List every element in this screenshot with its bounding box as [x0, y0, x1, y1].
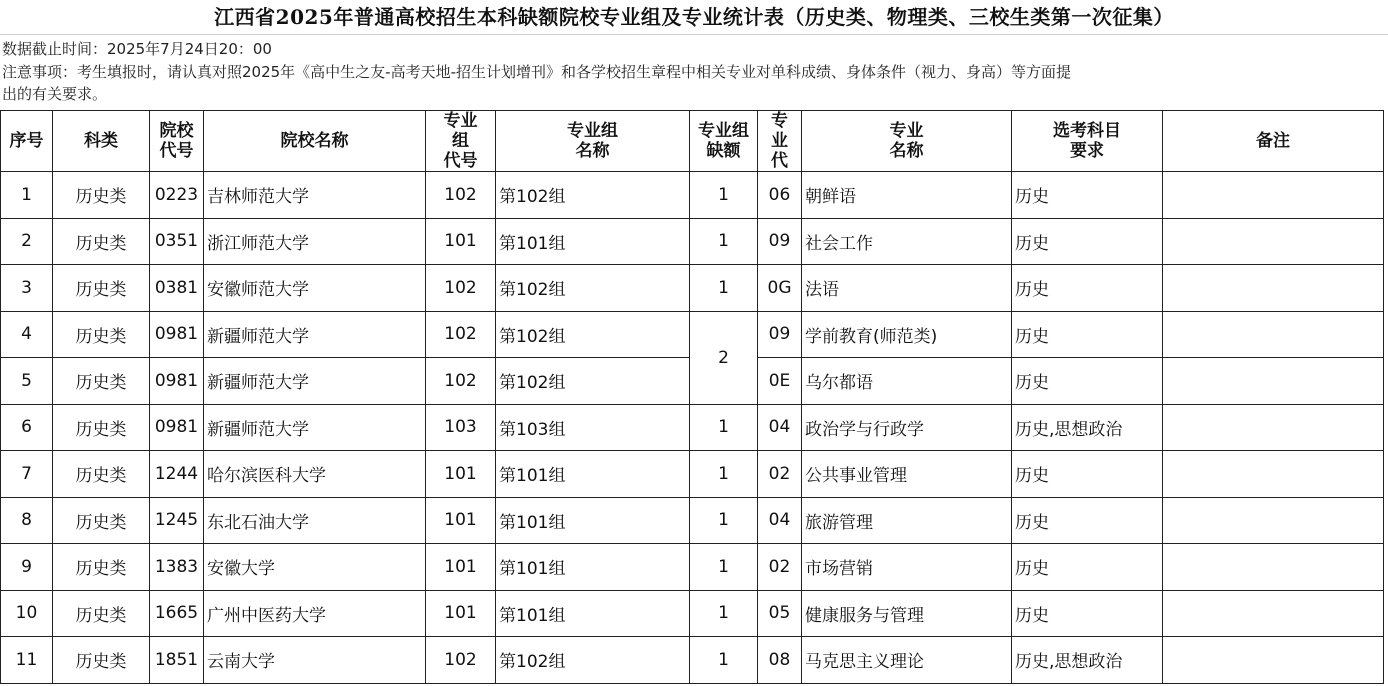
cell-group-code: 102 — [426, 265, 496, 312]
table-row — [1, 311, 1384, 358]
cell-category: 历史类 — [53, 172, 150, 219]
cell-major-name: 学前教育(师范类) — [802, 311, 1012, 358]
cell-subject: 历史 — [1012, 451, 1163, 498]
cell-major-code: 09 — [758, 311, 802, 358]
cell-school-name: 云南大学 — [204, 637, 426, 684]
cell-seq: 5 — [1, 358, 53, 405]
cell-major-code: 0G — [758, 265, 802, 312]
cell-group-code: 102 — [426, 311, 496, 358]
header-major-name: 专业 名称 — [802, 111, 1012, 172]
cell-subject: 历史 — [1012, 311, 1163, 358]
cell-group-code: 102 — [426, 637, 496, 684]
header-school-name: 院校名称 — [204, 111, 426, 172]
cell-group-name: 第102组 — [496, 311, 690, 358]
cell-major-code: 04 — [758, 404, 802, 451]
cell-group-name: 第101组 — [496, 544, 690, 591]
table-row — [1, 172, 1384, 219]
cell-vacancy-merged: 2 — [690, 311, 758, 404]
cell-seq: 4 — [1, 311, 53, 358]
cell-remarks — [1163, 218, 1384, 265]
cell-school-name: 新疆师范大学 — [204, 358, 426, 405]
cell-seq: 10 — [1, 590, 53, 637]
cell-group-code: 101 — [426, 590, 496, 637]
cell-school-name: 广州中医药大学 — [204, 590, 426, 637]
cell-vacancy: 1 — [690, 218, 758, 265]
cell-school-name: 东北石油大学 — [204, 497, 426, 544]
cell-group-name: 第102组 — [496, 265, 690, 312]
cell-major-name: 法语 — [802, 265, 1012, 312]
cell-subject: 历史 — [1012, 358, 1163, 405]
cell-seq: 2 — [1, 218, 53, 265]
cell-seq: 1 — [1, 172, 53, 219]
cell-school-name: 浙江师范大学 — [204, 218, 426, 265]
cell-major-name: 社会工作 — [802, 218, 1012, 265]
cell-remarks — [1163, 265, 1384, 312]
cell-subject: 历史 — [1012, 544, 1163, 591]
cell-category: 历史类 — [53, 311, 150, 358]
cell-school-code: 1244 — [150, 451, 204, 498]
cell-major-code: 02 — [758, 544, 802, 591]
deadline-note: 数据截止时间：2025年7月24日20：00 — [2, 40, 272, 58]
cell-school-code: 0381 — [150, 265, 204, 312]
cell-group-name: 第102组 — [496, 637, 690, 684]
cell-group-code: 101 — [426, 451, 496, 498]
cell-category: 历史类 — [53, 544, 150, 591]
cell-vacancy: 1 — [690, 497, 758, 544]
cell-school-code: 0981 — [150, 358, 204, 405]
cell-subject: 历史 — [1012, 590, 1163, 637]
cell-vacancy: 1 — [690, 172, 758, 219]
cell-major-code: 08 — [758, 637, 802, 684]
header-group-name: 专业组 名称 — [496, 111, 690, 172]
header-group-code: 专业 组 代号 — [426, 111, 496, 172]
cell-group-code: 102 — [426, 358, 496, 405]
cell-subject: 历史 — [1012, 172, 1163, 219]
cell-category: 历史类 — [53, 218, 150, 265]
cell-major-name: 旅游管理 — [802, 497, 1012, 544]
header-row — [1, 111, 1384, 172]
cell-seq: 3 — [1, 265, 53, 312]
table-row — [1, 404, 1384, 451]
cell-category: 历史类 — [53, 497, 150, 544]
table-row — [1, 265, 1384, 312]
cell-vacancy: 1 — [690, 451, 758, 498]
table-row — [1, 497, 1384, 544]
cell-remarks — [1163, 451, 1384, 498]
cell-group-code: 101 — [426, 497, 496, 544]
cell-subject: 历史,思想政治 — [1012, 404, 1163, 451]
cell-group-code: 103 — [426, 404, 496, 451]
cell-remarks — [1163, 590, 1384, 637]
cell-school-code: 0981 — [150, 311, 204, 358]
table-row — [1, 451, 1384, 498]
notice-line-2: 出的有关要求。 — [2, 85, 108, 103]
cell-remarks — [1163, 404, 1384, 451]
cell-remarks — [1163, 497, 1384, 544]
cell-category: 历史类 — [53, 265, 150, 312]
cell-category: 历史类 — [53, 637, 150, 684]
cell-school-name: 安徽师范大学 — [204, 265, 426, 312]
header-seq: 序号 — [1, 111, 53, 172]
cell-seq: 6 — [1, 404, 53, 451]
cell-major-name: 政治学与行政学 — [802, 404, 1012, 451]
cell-school-name: 新疆师范大学 — [204, 404, 426, 451]
cell-seq: 11 — [1, 637, 53, 684]
cell-school-code: 0223 — [150, 172, 204, 219]
cell-school-code: 0351 — [150, 218, 204, 265]
cell-vacancy: 1 — [690, 404, 758, 451]
cell-group-name: 第102组 — [496, 358, 690, 405]
cell-category: 历史类 — [53, 404, 150, 451]
cell-major-name: 朝鲜语 — [802, 172, 1012, 219]
cell-major-name: 马克思主义理论 — [802, 637, 1012, 684]
cell-seq: 9 — [1, 544, 53, 591]
cell-school-name: 吉林师范大学 — [204, 172, 426, 219]
cell-group-code: 102 — [426, 172, 496, 219]
vacancy-table — [0, 110, 1384, 684]
cell-major-name: 乌尔都语 — [802, 358, 1012, 405]
cell-major-code: 0E — [758, 358, 802, 405]
cell-group-name: 第103组 — [496, 404, 690, 451]
notice-line-1: 注意事项：考生填报时，请认真对照2025年《高中生之友-高考天地-招生计划增刊》和各学校招生章程中相关专业对单科成绩、身体条件（视力、身高）等方面提 — [2, 63, 1072, 81]
header-category: 科类 — [53, 111, 150, 172]
cell-school-name: 安徽大学 — [204, 544, 426, 591]
cell-vacancy: 1 — [690, 637, 758, 684]
table-row — [1, 590, 1384, 637]
cell-school-code: 1851 — [150, 637, 204, 684]
header-school-code: 院校 代号 — [150, 111, 204, 172]
header-remarks: 备注 — [1163, 111, 1384, 172]
header-major-code: 专 业 代 — [758, 111, 802, 172]
header-group-vacancy: 专业组 缺额 — [690, 111, 758, 172]
sheet-title: 江西省2025年普通高校招生本科缺额院校专业组及专业统计表（历史类、物理类、三校生类第一次征集） — [0, 0, 1388, 35]
cell-subject: 历史 — [1012, 265, 1163, 312]
table-row — [1, 544, 1384, 591]
cell-category: 历史类 — [53, 590, 150, 637]
cell-group-name: 第101组 — [496, 218, 690, 265]
cell-remarks — [1163, 311, 1384, 358]
cell-vacancy: 1 — [690, 590, 758, 637]
cell-school-code: 0981 — [150, 404, 204, 451]
cell-major-code: 09 — [758, 218, 802, 265]
cell-group-name: 第102组 — [496, 172, 690, 219]
cell-major-code: 02 — [758, 451, 802, 498]
cell-vacancy: 1 — [690, 544, 758, 591]
cell-subject: 历史,思想政治 — [1012, 637, 1163, 684]
cell-subject: 历史 — [1012, 497, 1163, 544]
table-row — [1, 218, 1384, 265]
cell-group-code: 101 — [426, 544, 496, 591]
table-row — [1, 637, 1384, 684]
cell-major-name: 健康服务与管理 — [802, 590, 1012, 637]
cell-school-code: 1245 — [150, 497, 204, 544]
cell-school-name: 新疆师范大学 — [204, 311, 426, 358]
cell-seq: 7 — [1, 451, 53, 498]
cell-vacancy: 1 — [690, 265, 758, 312]
cell-major-code: 06 — [758, 172, 802, 219]
cell-category: 历史类 — [53, 451, 150, 498]
cell-group-code: 101 — [426, 218, 496, 265]
cell-major-code: 04 — [758, 497, 802, 544]
cell-subject: 历史 — [1012, 218, 1163, 265]
cell-school-code: 1383 — [150, 544, 204, 591]
cell-group-name: 第101组 — [496, 451, 690, 498]
cell-remarks — [1163, 544, 1384, 591]
header-subject-req: 选考科目 要求 — [1012, 111, 1163, 172]
cell-major-name: 公共事业管理 — [802, 451, 1012, 498]
cell-remarks — [1163, 358, 1384, 405]
cell-school-code: 1665 — [150, 590, 204, 637]
cell-remarks — [1163, 637, 1384, 684]
cell-category: 历史类 — [53, 358, 150, 405]
cell-group-name: 第101组 — [496, 590, 690, 637]
cell-school-name: 哈尔滨医科大学 — [204, 451, 426, 498]
cell-seq: 8 — [1, 497, 53, 544]
cell-group-name: 第101组 — [496, 497, 690, 544]
cell-remarks — [1163, 172, 1384, 219]
cell-major-code: 05 — [758, 590, 802, 637]
cell-major-name: 市场营销 — [802, 544, 1012, 591]
